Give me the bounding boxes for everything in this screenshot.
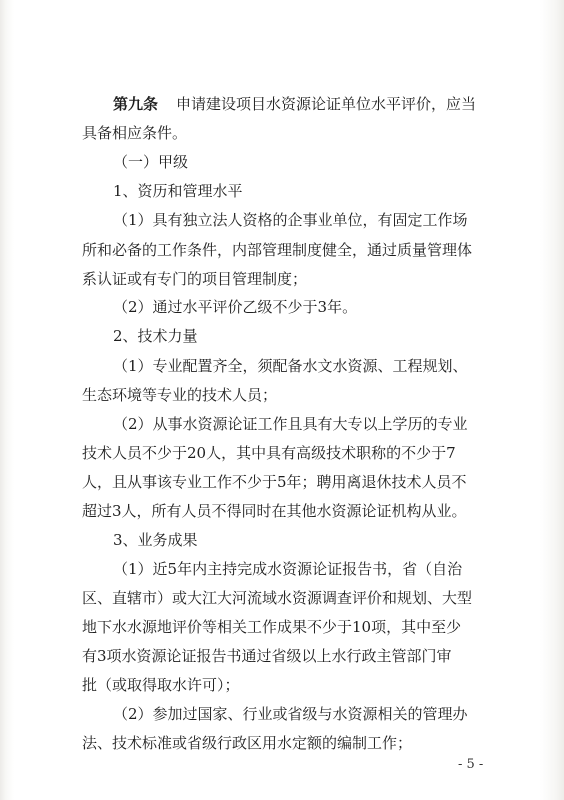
subsection-heading-qualification: 1、资历和管理水平: [113, 182, 243, 200]
paragraph-line: 法、技术标准或省级行政区用水定额的编制工作；: [82, 734, 413, 752]
paragraph-line: （2）通过水平评价乙级不少于3年。: [113, 298, 358, 316]
paragraph-line: 批（或取得取水许可）；: [82, 676, 240, 694]
paragraph-line: 地下水水源地评价等相关工作成果不少于10项，其中至少: [82, 618, 462, 636]
subsection-heading-business-results: 3、业务成果: [113, 531, 198, 549]
section-heading-grade-a: （一）甲级: [113, 153, 189, 171]
paragraph-line: 系认证或有专门的项目管理制度；: [82, 270, 308, 288]
article-heading-text: 申请建设项目水资源论证单位水平评价，应当: [176, 95, 477, 113]
paragraph-line: （2）从事水资源论证工作且具有大专以上学历的专业: [113, 415, 468, 433]
paragraph-line: 有3项水资源论证报告书通过省级以上水行政主管部门审: [82, 647, 452, 665]
paragraph-line: 技术人员不少于20人，其中具有高级技术职称的不少于7: [82, 444, 456, 462]
article-number: 第九条: [113, 95, 159, 113]
paragraph-line: （1）专业配置齐全，须配备水文水资源、工程规划、: [113, 357, 468, 375]
paragraph-line: （1）近5年内主持完成水资源论证报告书，省（自治: [113, 560, 463, 578]
paragraph-line: （1）具有独立法人资格的企事业单位，有固定工作场: [113, 211, 468, 229]
paragraph-line: （2）参加过国家、行业或省级与水资源相关的管理办: [113, 705, 468, 723]
article-heading-line-2: 具备相应条件。: [82, 124, 188, 142]
paragraph-line: 区、直辖市）或大江大河流域水资源调查评价和规划、大型: [82, 589, 473, 607]
paragraph-line: 所和必备的工作条件，内部管理制度健全，通过质量管理体: [82, 241, 473, 259]
paragraph-line: 生态环境等专业的技术人员；: [82, 386, 278, 404]
paragraph-line: 人，且从事该专业工作不少于5年；聘用离退休技术人员不: [82, 473, 467, 491]
article-heading-line-1: [113, 94, 476, 114]
page-number: - 5 -: [458, 757, 484, 772]
paragraph-line: 超过3人，所有人员不得同时在其他水资源论证机构从业。: [82, 502, 467, 520]
subsection-heading-technical-strength: 2、技术力量: [113, 327, 198, 345]
